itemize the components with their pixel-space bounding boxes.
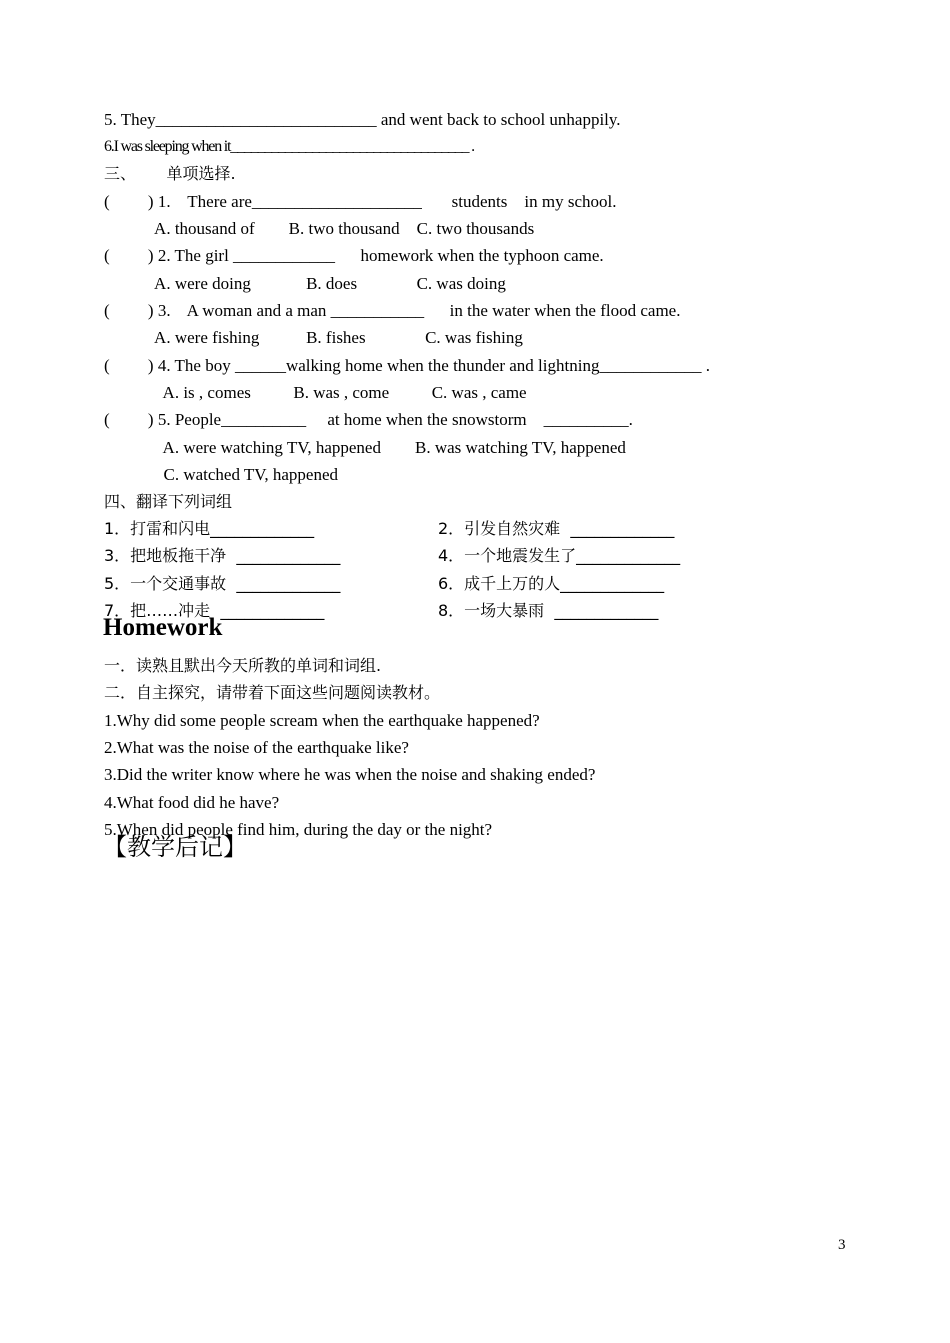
- translation-row-1-left: 1．打雷和闪电_____________: [104, 519, 315, 538]
- homework-question-5: 5.When did people find him, during the day or the night?: [104, 820, 493, 839]
- mc-question-4: ( ) 4. The boy ______walking home when the thunder and lightning____________ .: [104, 356, 710, 375]
- mc-options-2: A. were doing B. does C. was doing: [104, 274, 506, 293]
- mc-question-3: ( ) 3. A woman and a man ___________ in the water when the flood came.: [104, 301, 681, 320]
- homework-question-3: 3.Did the writer know where he was when the noise and shaking ended?: [104, 765, 596, 784]
- translation-row-4-right: 8．一场大暴雨 _____________: [438, 601, 659, 620]
- mc-options-1: A. thousand of B. two thousand C. two thousands: [104, 219, 535, 238]
- mc-question-2: ( ) 2. The girl ____________ homework when the typhoon came.: [104, 246, 604, 265]
- homework-task-2: 二．自主探究，请带着下面这些问题阅读教材。: [104, 683, 441, 702]
- mc-question-1: ( ) 1. There are____________________ students in my school.: [104, 192, 617, 211]
- homework-question-1: 1.Why did some people scream when the earthquake happened?: [104, 711, 540, 730]
- fill-in-question-6: 6.I was sleeping when it___________________________________ .: [104, 138, 474, 155]
- homework-question-4: 4.What food did he have?: [104, 793, 280, 812]
- section-3-title: 三、 单项选择.: [104, 164, 236, 183]
- mc-options-5a: A. were watching TV, happened B. was watching TV, happened: [104, 438, 626, 457]
- translation-row-1-right: 2．引发自然灾难 _____________: [438, 519, 675, 538]
- section-4-title: 四、翻译下列词组: [104, 492, 233, 511]
- page-number: 3: [838, 1237, 846, 1253]
- translation-row-2-right: 4．一个地震发生了_____________: [438, 546, 681, 565]
- teaching-reflection-heading: 【教学后记】: [103, 833, 247, 861]
- translation-row-3-left: 5．一个交通事故 _____________: [104, 574, 341, 593]
- homework-heading: Homework: [103, 614, 223, 641]
- translation-row-2-left: 3．把地板拖干净 _____________: [104, 546, 341, 565]
- homework-question-2: 2.What was the noise of the earthquake like?: [104, 738, 409, 757]
- homework-task-1: 一．读熟且默出今天所教的单词和词组.: [104, 656, 382, 675]
- translation-row-4-left: 7．把……冲走 _____________: [104, 601, 325, 620]
- mc-options-5b: C. watched TV, happened: [104, 465, 339, 484]
- mc-options-3: A. were fishing B. fishes C. was fishing: [104, 328, 523, 347]
- fill-in-question-5: 5. They__________________________ and went back to school unhappily.: [104, 110, 621, 129]
- mc-question-5: ( ) 5. People__________ at home when the snowstorm __________.: [104, 410, 633, 429]
- mc-options-4: A. is , comes B. was , come C. was , came: [104, 383, 527, 402]
- translation-row-3-right: 6．成千上万的人_____________: [438, 574, 665, 593]
